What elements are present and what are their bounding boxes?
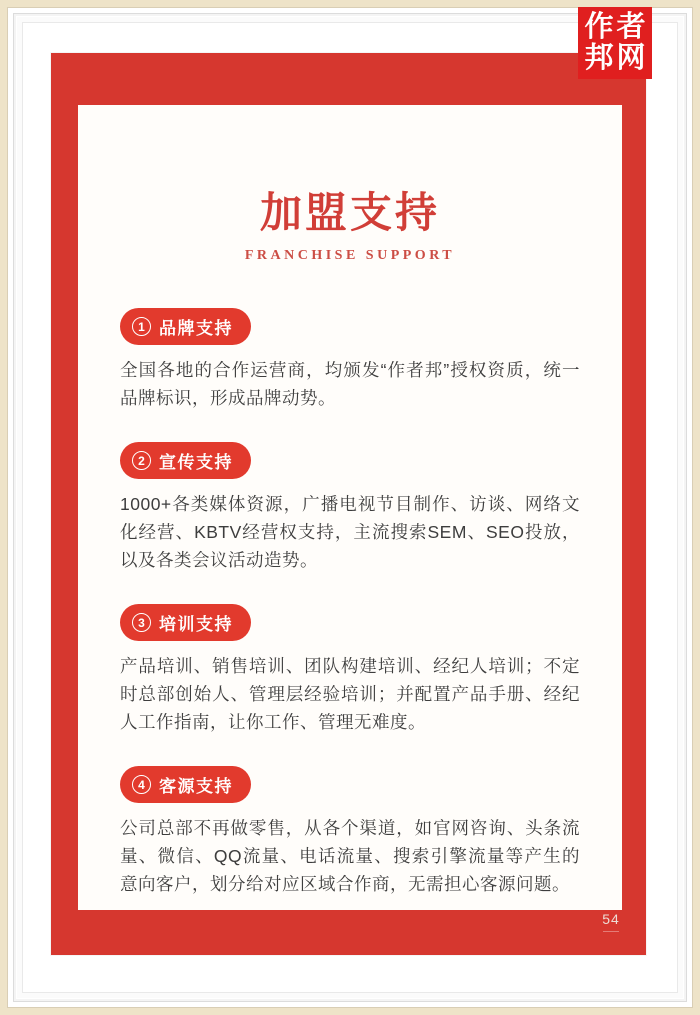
section-badge	[120, 604, 251, 641]
section-training-support	[120, 604, 580, 736]
circled-number-icon: 1	[132, 317, 151, 336]
logo-text-line2: 邦网	[584, 42, 649, 74]
section-list	[120, 308, 580, 898]
page-number	[594, 911, 628, 932]
section-customer-source-support	[120, 766, 580, 898]
page-subtitle: FRANCHISE SUPPORT	[244, 248, 456, 264]
section-body-text: 1000+各类媒体资源，广播电视节目制作、访谈、网络文化经营、KBTV经营权支持，主流搜索SEM、SEO投放，以及各类会议活动造势。	[120, 494, 580, 571]
circled-number-icon: 3	[132, 613, 151, 632]
section-body-text: 公司总部不再做零售，从各个渠道，如官网咨询、头条流量、微信、QQ流量、电话流量、搜索引擎流量等产生的意向客户，划分给对应区域合作商，无需担心客源问题。	[120, 818, 580, 895]
section-badge-label: 宣传支持	[159, 453, 233, 473]
section-brand-support	[120, 308, 580, 412]
circled-number-icon: 2	[132, 451, 151, 470]
page-content	[78, 105, 622, 910]
page-number-value: 54	[602, 911, 620, 927]
section-body-text: 全国各地的合作运营商，均颁发“作者邦”授权资质，统一品牌标识，形成品牌动势。	[120, 360, 580, 409]
section-badge-label: 品牌支持	[159, 319, 233, 339]
section-badge-label: 培训支持	[159, 615, 233, 635]
section-body-text: 产品培训、销售培训、团队构建培训、经纪人培训；不定时总部创始人、管理层经验培训；并配置产品手册、经纪人工作指南，让你工作、管理无难度。	[120, 656, 580, 733]
section-badge	[120, 766, 251, 803]
circled-number-icon: 4	[132, 775, 151, 794]
section-badge-label: 客源支持	[159, 777, 233, 797]
section-badge	[120, 308, 251, 345]
zuozhebang-logo	[578, 7, 652, 79]
section-promotion-support	[120, 442, 580, 574]
logo-text-line1: 作者	[584, 11, 649, 43]
page-number-rule	[603, 931, 619, 932]
page-title: 加盟支持	[259, 191, 440, 237]
section-badge	[120, 442, 251, 479]
page-header	[120, 105, 580, 264]
